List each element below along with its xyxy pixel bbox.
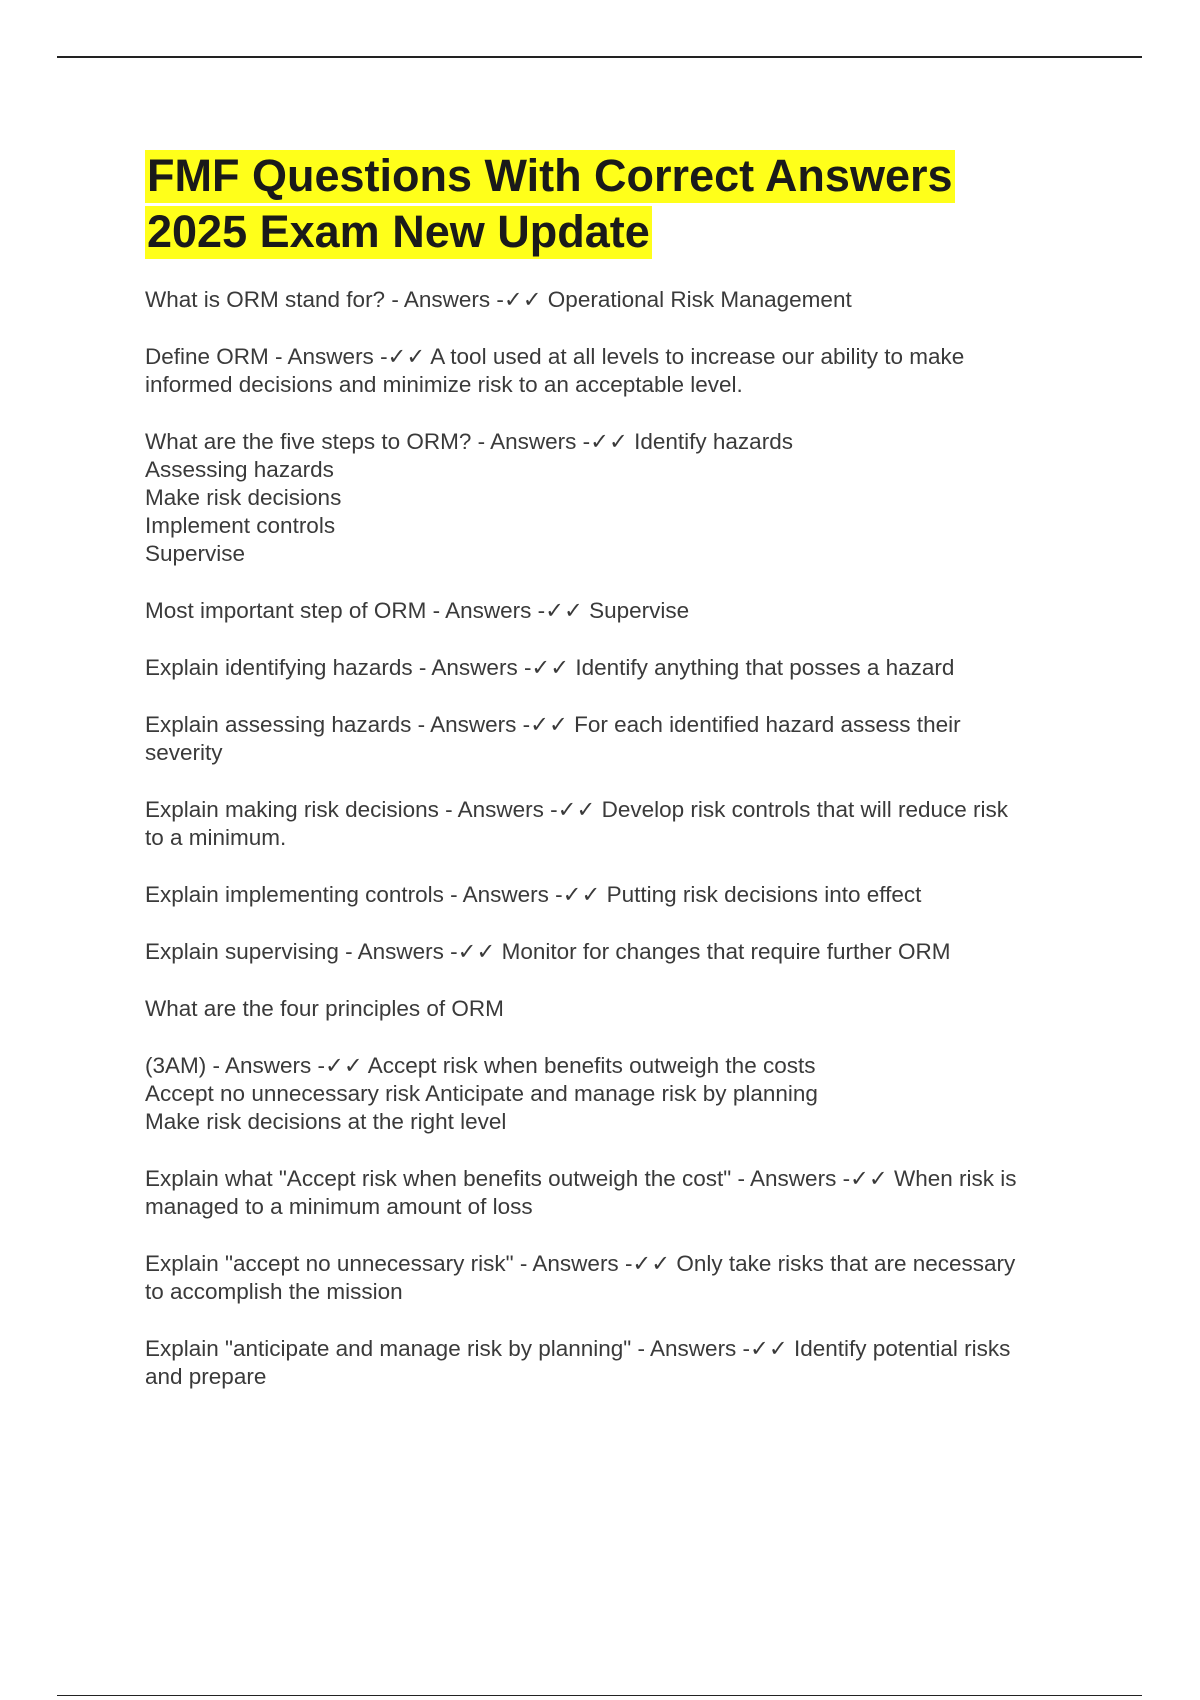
- qa-line: to accomplish the mission: [145, 1279, 403, 1304]
- qa-entry: [145, 343, 1095, 399]
- qa-entry: [145, 1052, 1095, 1136]
- qa-line: Supervise: [145, 541, 246, 566]
- qa-line: informed decisions and minimize risk to an acceptable level.: [145, 372, 743, 397]
- qa-line: Make risk decisions at the right level: [145, 1109, 507, 1134]
- qa-line: Make risk decisions: [145, 485, 342, 510]
- qa-entry: [145, 1165, 1095, 1221]
- qa-entry: [145, 428, 1095, 568]
- qa-entry: [145, 597, 1095, 625]
- bottom-rule: [57, 1695, 1142, 1696]
- qa-line: What are the five steps to ORM? - Answers -✓✓ Identify hazards: [145, 429, 793, 454]
- qa-line: to a minimum.: [145, 825, 287, 850]
- qa-line: managed to a minimum amount of loss: [145, 1194, 533, 1219]
- qa-entry: [145, 881, 1095, 909]
- qa-line: Accept no unnecessary risk Anticipate and manage risk by planning: [145, 1081, 818, 1106]
- qa-line: Explain assessing hazards - Answers -✓✓ For each identified hazard assess their: [145, 712, 961, 737]
- qa-list: [145, 286, 1095, 1391]
- document-body: [145, 148, 1095, 1420]
- qa-line: Define ORM - Answers -✓✓ A tool used at all levels to increase our ability to make: [145, 344, 965, 369]
- title-line: 2025 Exam New Update: [147, 206, 650, 257]
- title-line: FMF Questions With Correct Answers: [147, 150, 953, 201]
- qa-line: Implement controls: [145, 513, 336, 538]
- qa-line: (3AM) - Answers -✓✓ Accept risk when benefits outweigh the costs: [145, 1053, 816, 1078]
- qa-line: Explain "anticipate and manage risk by planning" - Answers -✓✓ Identify potential risks: [145, 1336, 1011, 1361]
- qa-line: What are the four principles of ORM: [145, 996, 504, 1021]
- qa-entry: [145, 995, 1095, 1023]
- qa-line: severity: [145, 740, 223, 765]
- qa-line: and prepare: [145, 1364, 267, 1389]
- qa-line: Explain "accept no unnecessary risk" - Answers -✓✓ Only take risks that are necessary: [145, 1251, 1016, 1276]
- qa-line: Explain what "Accept risk when benefits outweigh the cost" - Answers -✓✓ When risk is: [145, 1166, 1017, 1191]
- qa-entry: [145, 286, 1095, 314]
- qa-line: Explain making risk decisions - Answers -✓✓ Develop risk controls that will reduce risk: [145, 797, 1008, 822]
- qa-entry: [145, 654, 1095, 682]
- document-title: [145, 148, 1095, 260]
- qa-line: Assessing hazards: [145, 457, 334, 482]
- qa-entry: [145, 938, 1095, 966]
- qa-entry: [145, 1335, 1095, 1391]
- qa-line: Most important step of ORM - Answers -✓✓ Supervise: [145, 598, 690, 623]
- qa-line: What is ORM stand for? - Answers -✓✓ Operational Risk Management: [145, 287, 852, 312]
- qa-entry: [145, 1250, 1095, 1306]
- qa-line: Explain implementing controls - Answers -✓✓ Putting risk decisions into effect: [145, 882, 922, 907]
- qa-entry: [145, 796, 1095, 852]
- qa-line: Explain supervising - Answers -✓✓ Monitor for changes that require further ORM: [145, 939, 951, 964]
- qa-line: Explain identifying hazards - Answers -✓✓ Identify anything that posses a hazard: [145, 655, 955, 680]
- qa-entry: [145, 711, 1095, 767]
- top-rule: [57, 56, 1142, 58]
